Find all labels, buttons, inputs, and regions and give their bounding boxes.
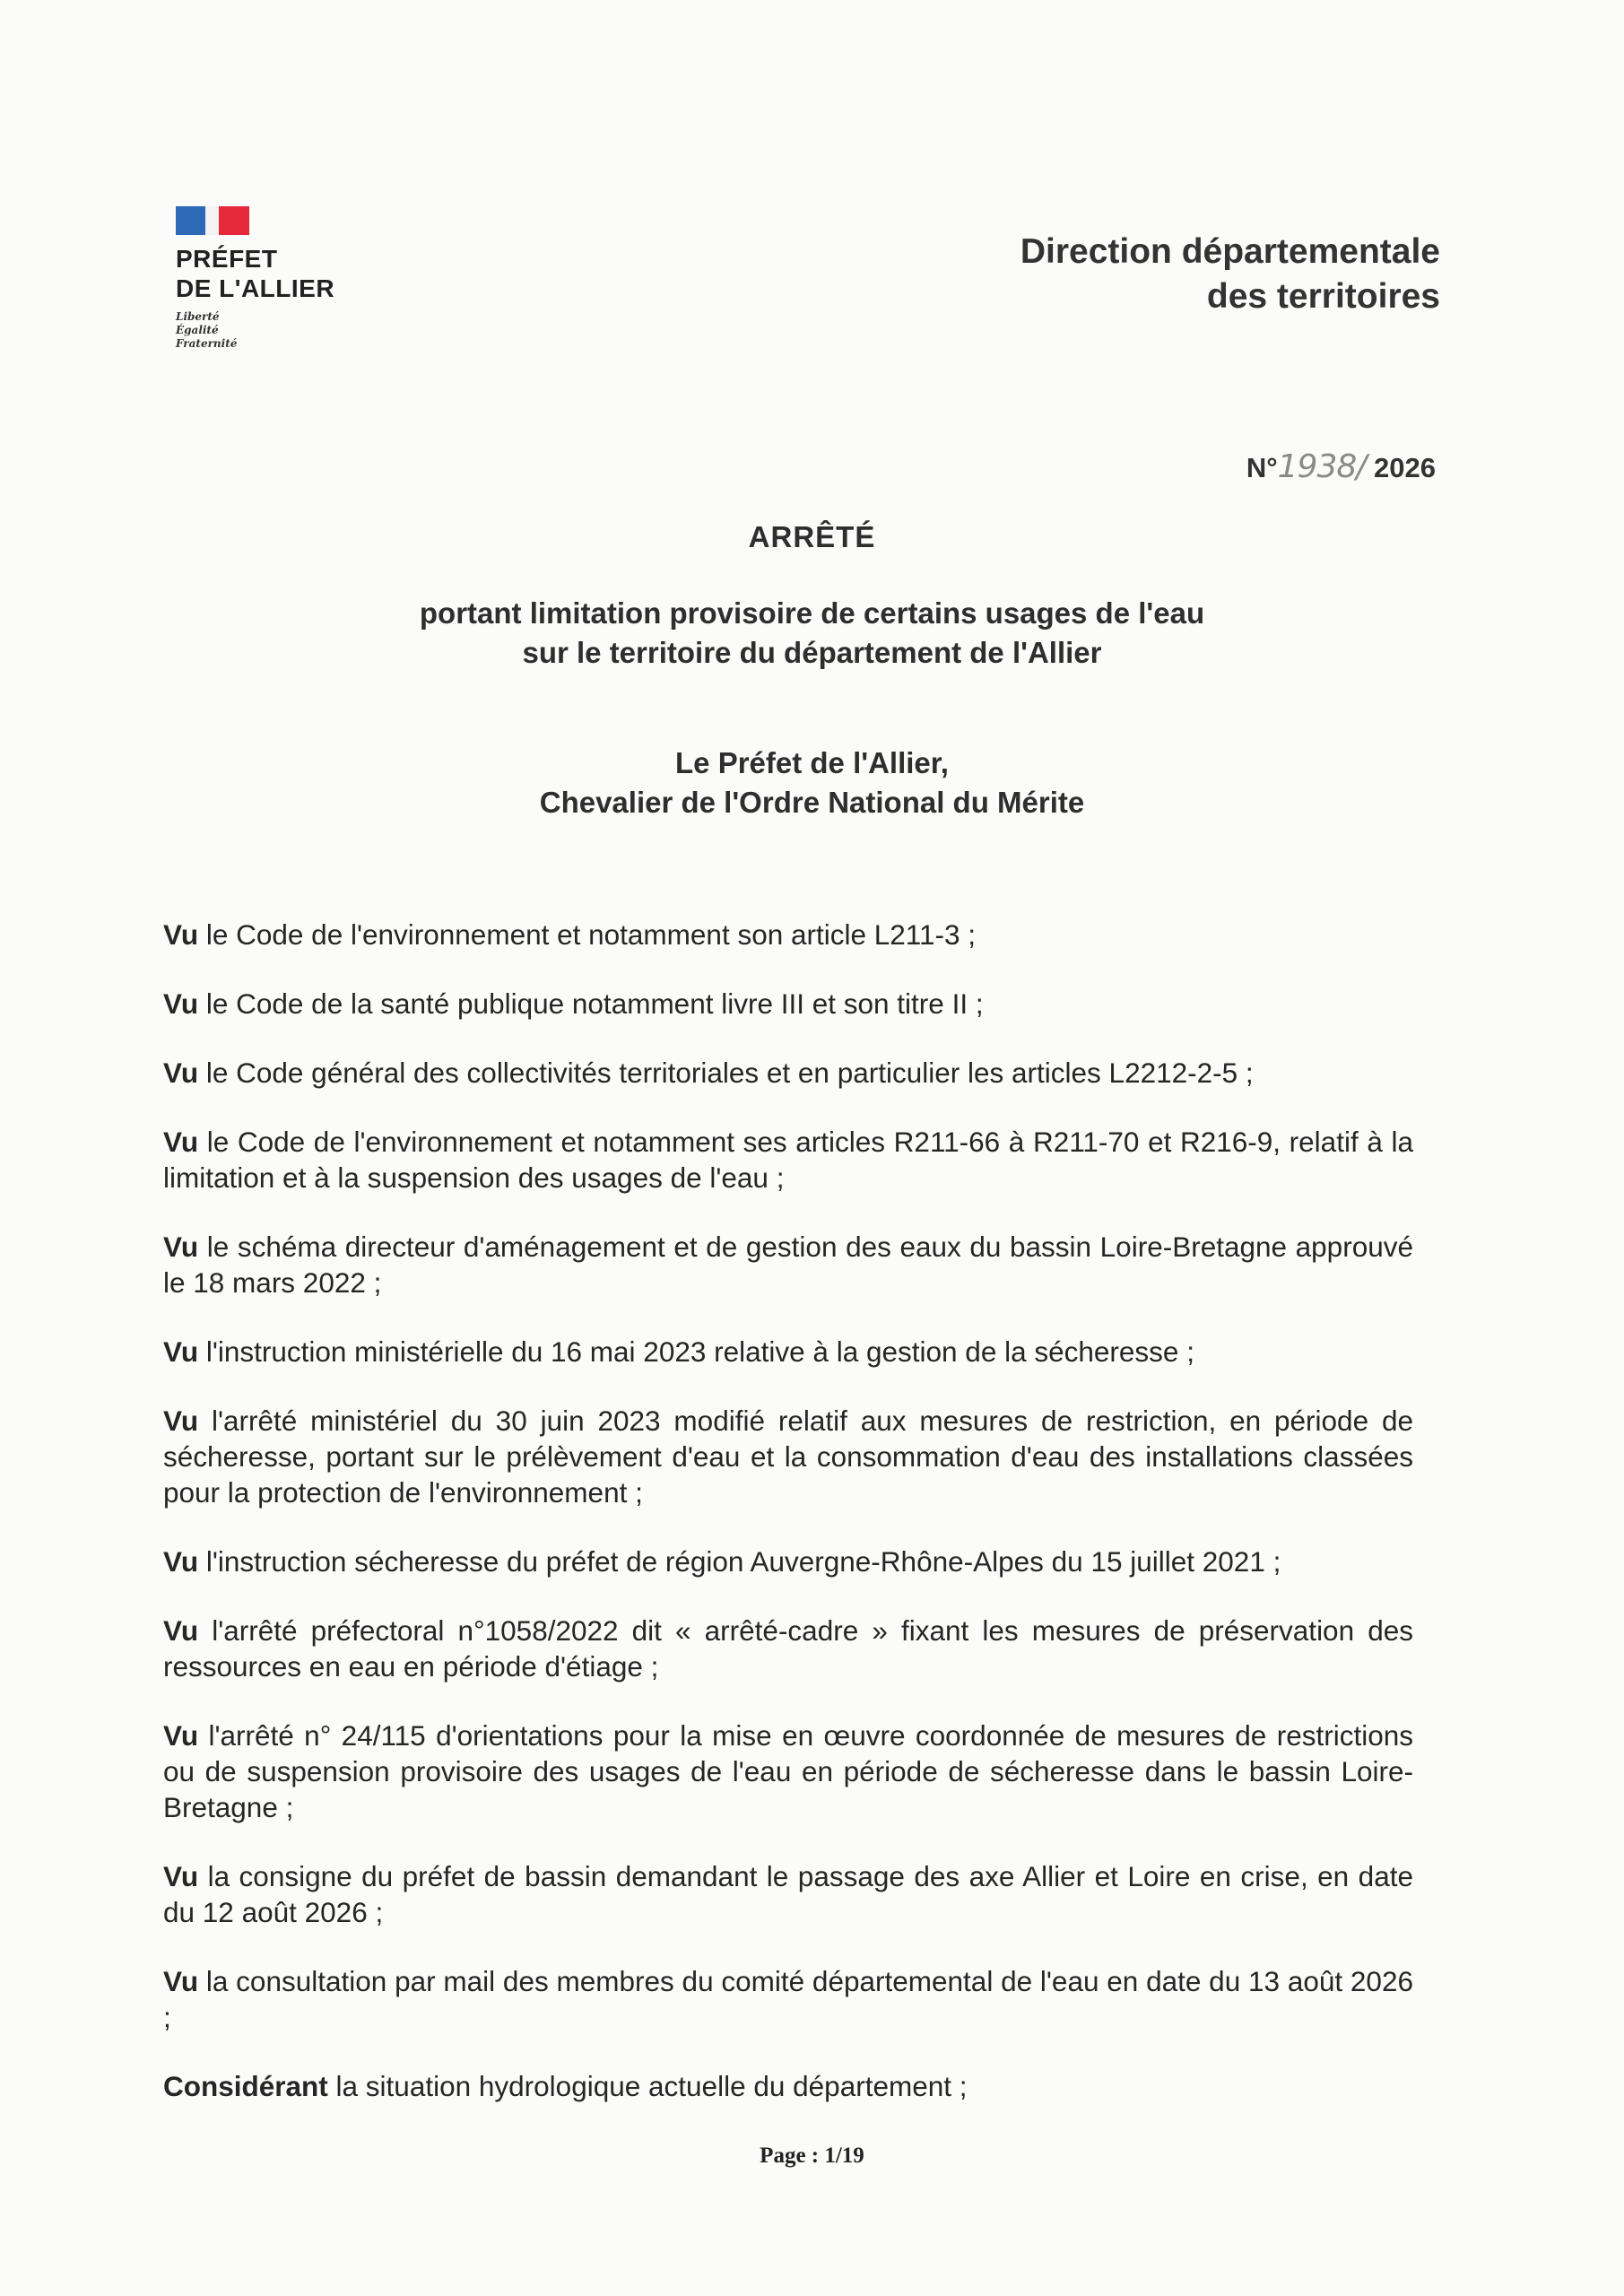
visa-item: Vu l'arrêté ministériel du 30 juin 2023 modifié relatif aux mesures de restriction, en période de sécheresse, portant sur le prélèvement d'eau et la consommation d'eau des installations classées pour la protection de l'environnement ; — [163, 1405, 1413, 1509]
number-year: 2026 — [1374, 452, 1436, 483]
logo-title — [176, 244, 391, 303]
considerant-item: Considérant la situation hydrologique actuelle du département ; — [163, 2070, 968, 2102]
issuing-department — [1020, 230, 1440, 319]
document-title: ARRÊTÉ — [748, 520, 876, 553]
subject-line-1: portant limitation provisoire de certains usages de l'eau — [419, 596, 1205, 630]
page-number: Page : 1/19 — [760, 2144, 864, 2168]
visa-item: Vu la consultation par mail des membres du comité départemental de l'eau en date du 13 août 2026 ; — [163, 1965, 1413, 2033]
marianne-flag-icon — [176, 206, 249, 235]
prefet-title — [0, 744, 1624, 822]
prefet-line-2: Chevalier de l'Ordre National du Mérite — [539, 786, 1085, 819]
visa-item: Vu le schéma directeur d'aménagement et de gestion des eaux du bassin Loire-Bretagne approuvé le 18 mars 2022 ; — [163, 1231, 1413, 1299]
logo-line-1: PRÉFET — [176, 245, 278, 273]
motto-fraternite: Fraternité — [176, 337, 238, 350]
prefet-line-1: Le Préfet de l'Allier, — [675, 746, 949, 779]
visas-list — [163, 917, 1413, 2137]
logo-line-2: DE L'ALLIER — [176, 274, 335, 302]
prefecture-logo — [176, 206, 391, 351]
direction-line-1: Direction départementale — [1020, 232, 1440, 271]
number-prefix: N° — [1246, 452, 1278, 483]
visa-item: Vu l'instruction ministérielle du 16 mai 2023 relative à la gestion de la sécheresse ; — [163, 1335, 1194, 1368]
visa-item: Vu la consigne du préfet de bassin demandant le passage des axe Allier et Loire en crise, en date du 12 août 2026 ; — [163, 1860, 1413, 1928]
visa-item: Vu l'arrêté n° 24/115 d'orientations pour la mise en œuvre coordonnée de mesures de restrictions ou de suspension provisoire des usages de l'eau en période de sécheresse dans le bassin Loire-Bretagne ; — [163, 1719, 1413, 1823]
direction-line-2: des territoires — [1206, 277, 1440, 316]
motto-liberte: Liberté — [176, 310, 220, 323]
visa-item: Vu le Code de l'environnement et notamment ses articles R211-66 à R211-70 et R216-9, relatif à la limitation et à la suspension des usages de l'eau ; — [163, 1126, 1413, 1194]
visa-item: Vu le Code général des collectivités territoriales et en particulier les articles L2212-2-5 ; — [163, 1057, 1254, 1089]
visa-item: Vu l'instruction sécheresse du préfet de région Auvergne-Rhône-Alpes du 15 juillet 2021 ; — [163, 1545, 1281, 1578]
motto-egalite: Égalité — [176, 324, 219, 336]
visa-item: Vu le Code de la santé publique notamment livre III et son titre II ; — [163, 987, 984, 1020]
document-subject — [0, 594, 1624, 673]
arrete-number — [1246, 448, 1436, 485]
logo-motto — [176, 310, 391, 351]
visa-item: Vu l'arrêté préfectoral n°1058/2022 dit « arrêté-cadre » fixant les mesures de préservation des ressources en eau en période d'étiage ; — [163, 1614, 1413, 1683]
handwritten-number: 1938/ — [1277, 448, 1367, 485]
subject-line-2: sur le territoire du département de l'Allier — [522, 636, 1102, 669]
visa-item: Vu le Code de l'environnement et notamment son article L211-3 ; — [163, 918, 977, 951]
